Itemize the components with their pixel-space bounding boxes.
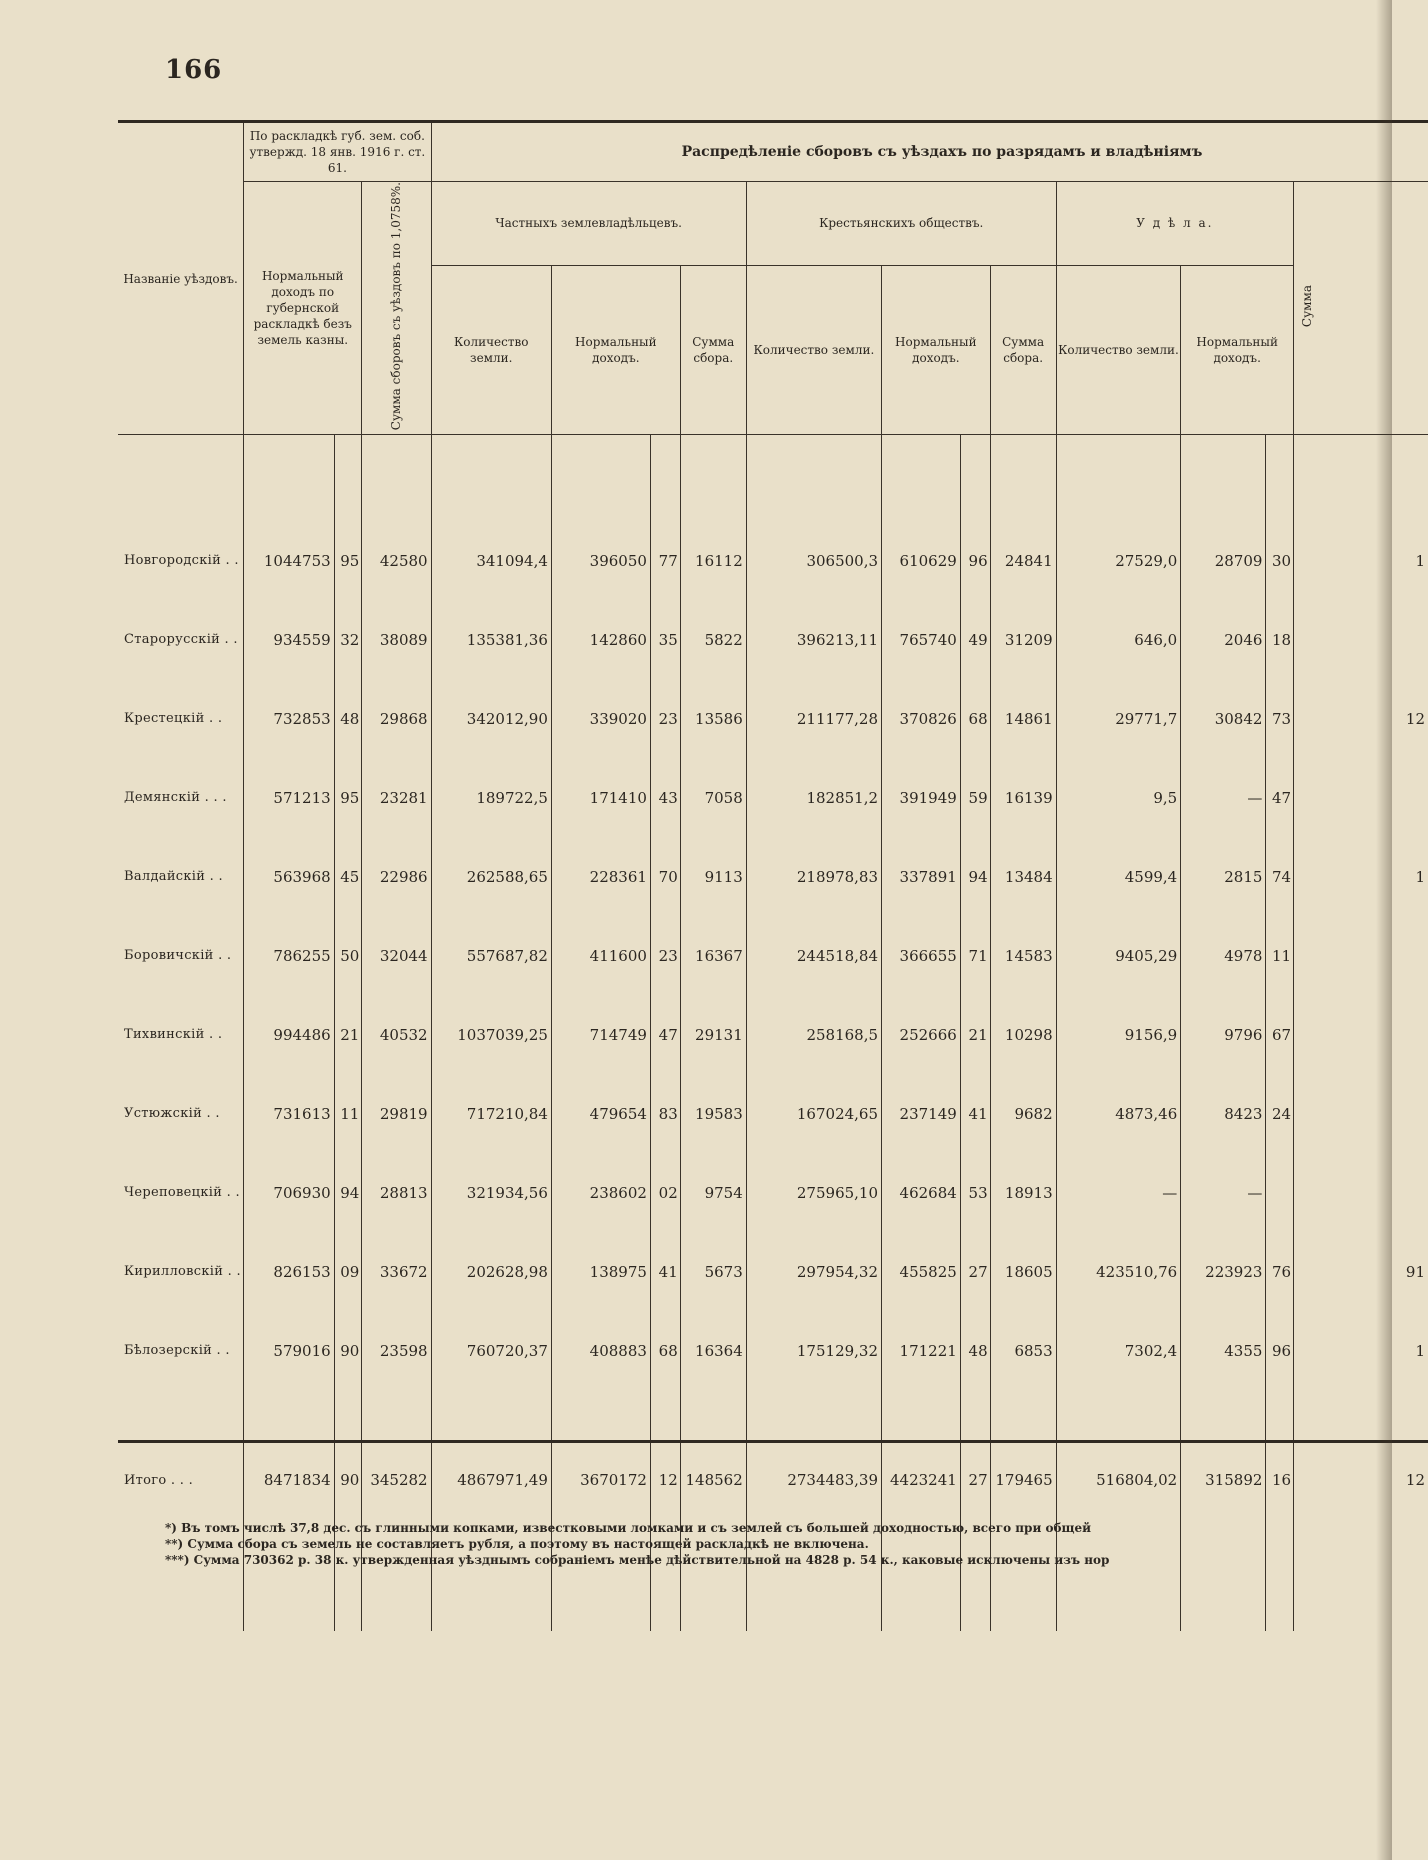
- cell-p-land: 262588,65: [431, 837, 551, 916]
- cell-u-land: 9,5: [1056, 758, 1181, 837]
- table-row: [118, 679, 1428, 758]
- cell-p-kop: 35: [650, 600, 680, 679]
- header-private-owners: Частныхъ землевладѣльцевъ.: [431, 182, 746, 266]
- cell-p-sum: 19583: [680, 1074, 746, 1153]
- cell-normal-income: 563968: [244, 837, 335, 916]
- table-row: [118, 758, 1428, 837]
- cell-p-kop: 77: [650, 521, 680, 600]
- cell-c-land: 306500,3: [746, 521, 881, 600]
- cell-u-income: 30842: [1181, 679, 1266, 758]
- cell-u-sum: [1294, 916, 1428, 995]
- table-row: [118, 600, 1428, 679]
- header-private-land: Количество земли.: [431, 265, 551, 434]
- cell-p-income: 171410: [551, 758, 650, 837]
- cell-kop: 45: [334, 837, 362, 916]
- cell-c-income: 337891: [882, 837, 961, 916]
- header-udely-income: Нормальный доходъ.: [1181, 265, 1294, 434]
- cell-u-kop: 47: [1266, 758, 1294, 837]
- cell-p-kop: 12: [650, 1442, 680, 1632]
- cell-p-land: 4867971,49: [431, 1442, 551, 1632]
- cell-sum: 40532: [362, 995, 431, 1074]
- cell-c-sum: 6853: [990, 1311, 1056, 1390]
- cell-c-land: 396213,11: [746, 600, 881, 679]
- cell-u-sum: [1294, 1153, 1428, 1232]
- cell-c-kop: 21: [960, 995, 990, 1074]
- cell-sum: 22986: [362, 837, 431, 916]
- cell-p-income: 138975: [551, 1232, 650, 1311]
- cell-c-land: 167024,65: [746, 1074, 881, 1153]
- cell-p-sum: 16367: [680, 916, 746, 995]
- cell-sum: 29819: [362, 1074, 431, 1153]
- cell-p-kop: 02: [650, 1153, 680, 1232]
- cell-p-land: 1037039,25: [431, 995, 551, 1074]
- header-peasant-sum: Сумма сбора.: [990, 265, 1056, 434]
- cell-p-land: 717210,84: [431, 1074, 551, 1153]
- header-distribution: Распредѣленіе сборовъ съ уѣздахъ по разрядамъ и владѣніямъ: [431, 122, 1428, 182]
- cell-c-sum: 179465: [990, 1442, 1056, 1632]
- cell-u-kop: 67: [1266, 995, 1294, 1074]
- cell-sum: 23598: [362, 1311, 431, 1390]
- cell-p-land: 321934,56: [431, 1153, 551, 1232]
- cell-u-income: 4978: [1181, 916, 1266, 995]
- cell-u-land: 9156,9: [1056, 995, 1181, 1074]
- header-peasant-land: Количество земли.: [746, 265, 881, 434]
- cell-name: Старорусскій . .: [124, 632, 238, 648]
- cell-c-sum: 13484: [990, 837, 1056, 916]
- cell-u-income: 8423: [1181, 1074, 1266, 1153]
- cell-u-kop: 16: [1266, 1442, 1294, 1632]
- cell-p-income: 479654: [551, 1074, 650, 1153]
- cell-u-land: 4873,46: [1056, 1074, 1181, 1153]
- cell-name: Боровичскій . .: [124, 948, 232, 964]
- cell-u-kop: 73: [1266, 679, 1294, 758]
- cell-u-kop: 18: [1266, 600, 1294, 679]
- cell-c-sum: 14861: [990, 679, 1056, 758]
- header-normal-income: Нормальный доходъ по губернской раскладкѣ безъ земель казны.: [244, 182, 362, 435]
- cell-p-kop: 23: [650, 679, 680, 758]
- cell-kop: 50: [334, 916, 362, 995]
- cell-p-income: 238602: [551, 1153, 650, 1232]
- cell-u-kop: 11: [1266, 916, 1294, 995]
- cell-c-land: 2734483,39: [746, 1442, 881, 1632]
- cell-u-sum: 1: [1294, 837, 1428, 916]
- cell-name: Демянскій . . .: [124, 790, 227, 806]
- cell-p-income: 3670172: [551, 1442, 650, 1632]
- cell-p-sum: 9754: [680, 1153, 746, 1232]
- cell-u-land: 516804,02: [1056, 1442, 1181, 1632]
- tail-row: [118, 1390, 1428, 1442]
- cell-p-land: 202628,98: [431, 1232, 551, 1311]
- cell-p-sum: 5673: [680, 1232, 746, 1311]
- cell-u-income: 315892: [1181, 1442, 1266, 1632]
- cell-kop: 21: [334, 995, 362, 1074]
- cell-c-kop: 27: [960, 1442, 990, 1632]
- cell-u-sum: 12: [1294, 679, 1428, 758]
- header-peasant-societies: Крестьянскихъ обществъ.: [746, 182, 1056, 266]
- cell-u-kop: [1266, 1153, 1294, 1232]
- footnote-1: *) Въ томъ числѣ 37,8 дес. съ глинными копками, известковыми ломками и съ землей съ большей доходностью, всего при общей: [165, 1521, 1092, 1535]
- cell-u-land: 27529,0: [1056, 521, 1181, 600]
- cell-c-land: 275965,10: [746, 1153, 881, 1232]
- cell-p-land: 341094,4: [431, 521, 551, 600]
- cell-c-income: 391949: [882, 758, 961, 837]
- cell-p-land: 760720,37: [431, 1311, 551, 1390]
- cell-kop: 11: [334, 1074, 362, 1153]
- cell-sum: 345282: [362, 1442, 431, 1632]
- cell-u-sum: [1294, 600, 1428, 679]
- cell-c-income: 4423241: [882, 1442, 961, 1632]
- cell-sum: 29868: [362, 679, 431, 758]
- cell-name: Тихвинскій . .: [124, 1027, 223, 1043]
- cell-u-income: 28709: [1181, 521, 1266, 600]
- table-row: [118, 916, 1428, 995]
- cell-c-land: 244518,84: [746, 916, 881, 995]
- cell-u-land: 9405,29: [1056, 916, 1181, 995]
- cell-p-income: 714749: [551, 995, 650, 1074]
- cell-p-sum: 9113: [680, 837, 746, 916]
- cell-u-land: 29771,7: [1056, 679, 1181, 758]
- cell-normal-income: 786255: [244, 916, 335, 995]
- cell-normal-income: 8471834: [244, 1442, 335, 1632]
- cell-u-kop: 24: [1266, 1074, 1294, 1153]
- cell-u-sum: [1294, 758, 1428, 837]
- cell-name: Валдайскій . .: [124, 869, 223, 885]
- cell-u-sum: 12: [1294, 1442, 1428, 1632]
- table-row: [118, 837, 1428, 916]
- header-private-sum: Сумма сбора.: [680, 265, 746, 434]
- cell-p-income: 339020: [551, 679, 650, 758]
- footnotes: [165, 1520, 1385, 1569]
- table-row: [118, 521, 1428, 600]
- cell-p-kop: 70: [650, 837, 680, 916]
- cell-c-income: 370826: [882, 679, 961, 758]
- footnote-2: **) Сумма сбора съ земель не составляетъ рубля, а поэтому въ настоящей раскладкѣ не включена.: [165, 1537, 869, 1552]
- cell-kop: 95: [334, 758, 362, 837]
- cell-p-sum: 5822: [680, 600, 746, 679]
- table-row: [118, 1153, 1428, 1232]
- table-row: [118, 1311, 1428, 1390]
- cell-p-land: 557687,82: [431, 916, 551, 995]
- cell-u-land: 4599,4: [1056, 837, 1181, 916]
- cell-c-sum: 10298: [990, 995, 1056, 1074]
- cell-c-income: 252666: [882, 995, 961, 1074]
- header-raskladka: По раскладкѣ губ. зем. соб. утвержд. 18 янв. 1916 г. ст. 61.: [244, 122, 431, 182]
- cell-name: Итого . . .: [118, 1442, 244, 1632]
- cell-p-kop: 83: [650, 1074, 680, 1153]
- cell-p-sum: 7058: [680, 758, 746, 837]
- cell-p-sum: 13586: [680, 679, 746, 758]
- cell-c-income: 237149: [882, 1074, 961, 1153]
- cell-c-land: 218978,83: [746, 837, 881, 916]
- header-sum-partial: Сумма: [1294, 182, 1428, 435]
- cell-c-land: 297954,32: [746, 1232, 881, 1311]
- footnote-3: ***) Сумма 730362 р. 38 к. утвержденная уѣзднымъ собраніемъ менѣе дѣйствительной на 4828 р. 54 к., каковые исключены изъ нор: [165, 1553, 1110, 1568]
- cell-normal-income: 579016: [244, 1311, 335, 1390]
- cell-p-income: 411600: [551, 916, 650, 995]
- cell-name: Череповецкій . .: [124, 1185, 240, 1201]
- cell-normal-income: 826153: [244, 1232, 335, 1311]
- cell-c-kop: 94: [960, 837, 990, 916]
- cell-name: Кирилловскій . .: [124, 1264, 241, 1280]
- cell-p-land: 342012,90: [431, 679, 551, 758]
- cell-c-kop: 49: [960, 600, 990, 679]
- cell-u-income: 2046: [1181, 600, 1266, 679]
- cell-c-income: 765740: [882, 600, 961, 679]
- cell-c-kop: 53: [960, 1153, 990, 1232]
- cell-kop: 32: [334, 600, 362, 679]
- cell-u-sum: 1: [1294, 521, 1428, 600]
- cell-p-sum: 16112: [680, 521, 746, 600]
- cell-u-kop: 30: [1266, 521, 1294, 600]
- cell-c-income: 366655: [882, 916, 961, 995]
- cell-p-kop: 43: [650, 758, 680, 837]
- cell-normal-income: 731613: [244, 1074, 335, 1153]
- cell-p-kop: 41: [650, 1232, 680, 1311]
- cell-sum: 23281: [362, 758, 431, 837]
- cell-u-income: 223923: [1181, 1232, 1266, 1311]
- cell-c-sum: 18913: [990, 1153, 1056, 1232]
- cell-c-income: 462684: [882, 1153, 961, 1232]
- cell-u-kop: 74: [1266, 837, 1294, 916]
- cell-name: Устюжскій . .: [124, 1106, 220, 1122]
- cell-c-land: 211177,28: [746, 679, 881, 758]
- cell-kop: 90: [334, 1442, 362, 1632]
- cell-c-income: 171221: [882, 1311, 961, 1390]
- cell-p-sum: 29131: [680, 995, 746, 1074]
- page-number: 166: [165, 55, 223, 85]
- cell-c-sum: 31209: [990, 600, 1056, 679]
- cell-p-land: 135381,36: [431, 600, 551, 679]
- cell-sum: 42580: [362, 521, 431, 600]
- table-row: [118, 1232, 1428, 1311]
- cell-p-kop: 23: [650, 916, 680, 995]
- cell-name: Крестецкій . .: [124, 711, 223, 727]
- cell-sum: 32044: [362, 916, 431, 995]
- cell-c-kop: 71: [960, 916, 990, 995]
- cell-p-land: 189722,5: [431, 758, 551, 837]
- cell-u-sum: [1294, 995, 1428, 1074]
- cell-c-land: 182851,2: [746, 758, 881, 837]
- cell-p-income: 228361: [551, 837, 650, 916]
- cell-c-kop: 96: [960, 521, 990, 600]
- cell-c-sum: 9682: [990, 1074, 1056, 1153]
- header-sum-collected: Сумма сборовъ съ уѣздовъ по 1,0758%.: [362, 182, 431, 435]
- header-district-name: Названіе уѣздовъ.: [118, 122, 244, 435]
- cell-u-sum: [1294, 1074, 1428, 1153]
- cell-u-kop: 96: [1266, 1311, 1294, 1390]
- cell-c-income: 610629: [882, 521, 961, 600]
- cell-u-sum: 1: [1294, 1311, 1428, 1390]
- cell-c-sum: 16139: [990, 758, 1056, 837]
- cell-u-income: 4355: [1181, 1311, 1266, 1390]
- cell-c-land: 175129,32: [746, 1311, 881, 1390]
- cell-normal-income: 732853: [244, 679, 335, 758]
- cell-u-land: 7302,4: [1056, 1311, 1181, 1390]
- header-peasant-income: Нормальный доходъ.: [882, 265, 991, 434]
- cell-p-sum: 16364: [680, 1311, 746, 1390]
- cell-u-income: —: [1181, 1153, 1266, 1232]
- cell-p-kop: 47: [650, 995, 680, 1074]
- cell-p-kop: 68: [650, 1311, 680, 1390]
- cell-c-sum: 14583: [990, 916, 1056, 995]
- cell-normal-income: 934559: [244, 600, 335, 679]
- header-udely-land: Количество земли.: [1056, 265, 1181, 434]
- cell-c-kop: 48: [960, 1311, 990, 1390]
- cell-normal-income: 706930: [244, 1153, 335, 1232]
- cell-kop: 90: [334, 1311, 362, 1390]
- cell-c-sum: 24841: [990, 521, 1056, 600]
- cell-u-land: 646,0: [1056, 600, 1181, 679]
- cell-c-land: 258168,5: [746, 995, 881, 1074]
- cell-u-land: —: [1056, 1153, 1181, 1232]
- header-udely: У д ѣ л а.: [1056, 182, 1293, 266]
- cell-c-kop: 41: [960, 1074, 990, 1153]
- cell-name: Бѣлозерскій . .: [124, 1343, 230, 1359]
- table-row: [118, 1074, 1428, 1153]
- cell-c-kop: 68: [960, 679, 990, 758]
- cell-u-land: 423510,76: [1056, 1232, 1181, 1311]
- cell-u-sum: 91: [1294, 1232, 1428, 1311]
- cell-kop: 94: [334, 1153, 362, 1232]
- cell-kop: 09: [334, 1232, 362, 1311]
- cell-c-income: 455825: [882, 1232, 961, 1311]
- cell-normal-income: 571213: [244, 758, 335, 837]
- cell-p-sum: 148562: [680, 1442, 746, 1632]
- spacer-row: [118, 435, 1428, 522]
- cell-sum: 33672: [362, 1232, 431, 1311]
- cell-p-income: 142860: [551, 600, 650, 679]
- cell-c-kop: 27: [960, 1232, 990, 1311]
- cell-sum: 28813: [362, 1153, 431, 1232]
- cell-name: Новгородскій . .: [124, 553, 239, 569]
- cell-p-income: 396050: [551, 521, 650, 600]
- cell-u-kop: 76: [1266, 1232, 1294, 1311]
- page-edge-shadow: [1376, 0, 1392, 1860]
- cell-c-sum: 18605: [990, 1232, 1056, 1311]
- cell-normal-income: 994486: [244, 995, 335, 1074]
- header-private-income: Нормальный доходъ.: [551, 265, 680, 434]
- collection-table: [118, 120, 1425, 1505]
- table-row: [118, 995, 1428, 1074]
- cell-p-income: 408883: [551, 1311, 650, 1390]
- cell-kop: 95: [334, 521, 362, 600]
- cell-u-income: 9796: [1181, 995, 1266, 1074]
- cell-kop: 48: [334, 679, 362, 758]
- cell-sum: 38089: [362, 600, 431, 679]
- cell-normal-income: 1044753: [244, 521, 335, 600]
- cell-c-kop: 59: [960, 758, 990, 837]
- cell-u-income: —: [1181, 758, 1266, 837]
- cell-u-income: 2815: [1181, 837, 1266, 916]
